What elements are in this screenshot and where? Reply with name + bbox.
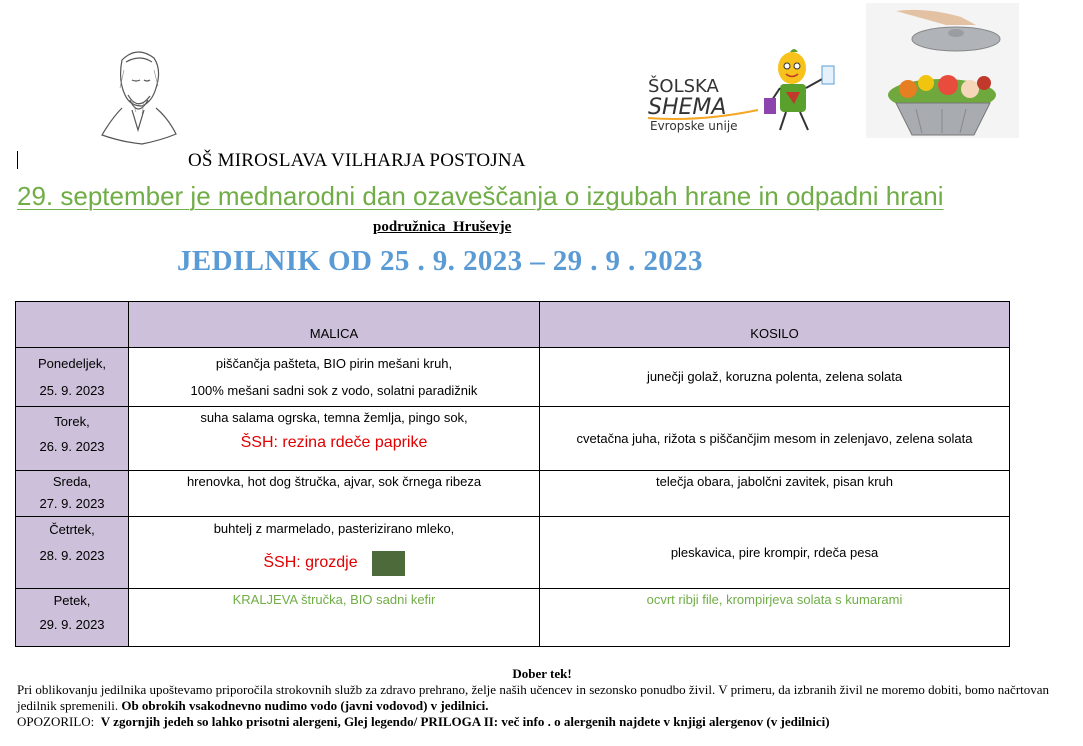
day-name: Ponedeljek, bbox=[38, 356, 106, 371]
school-name: OŠ MIROSLAVA VILHARJA POSTOJNA bbox=[188, 150, 526, 171]
table-header-row bbox=[16, 302, 1010, 348]
kosilo-cell: telečja obara, jabolčni zavitek, pisan kruh bbox=[540, 471, 1010, 517]
day-cell bbox=[16, 348, 129, 407]
malica-line: 100% mešani sadni sok z vodo, solatni paradižnik bbox=[190, 383, 478, 398]
note-water: Ob obrokih vsakodnevno nudimo vodo (javni vodovod) v jedilnici. bbox=[121, 698, 489, 713]
malica-line: hrenovka, hot dog štručka, ajvar, sok črnega ribeza bbox=[186, 474, 482, 489]
warning-text: V zgornjih jedeh so lahko prisotni alergeni, Glej legendo/ PRILOGA II: več info . o alergenih najdete v knjigi alergenov (v jedilnici) bbox=[100, 714, 830, 729]
day-cell bbox=[16, 471, 129, 517]
day-name: Torek, bbox=[54, 414, 90, 429]
table-row bbox=[16, 407, 1010, 471]
day-cell bbox=[16, 517, 129, 589]
kosilo-cell: cvetačna juha, rižota s piščančjim mesom in zelenjavo, zelena solata bbox=[540, 407, 1010, 471]
malica-cell bbox=[129, 471, 540, 517]
ssh-item: ŠSH: grozdje bbox=[263, 554, 358, 571]
footer bbox=[17, 666, 1067, 730]
table-row bbox=[16, 589, 1010, 647]
logo-text-line2: SHEMA bbox=[648, 95, 727, 120]
malica-line: suha salama ogrska, temna žemlja, pingo sok, bbox=[200, 410, 468, 425]
header-cell-kosilo: KOSILO bbox=[540, 302, 1010, 348]
menu-table bbox=[15, 301, 1010, 647]
malica-cell bbox=[129, 517, 540, 589]
allergen-warning bbox=[17, 714, 1067, 730]
malica-line: piščančja pašteta, BIO pirin mešani kruh, bbox=[215, 356, 453, 371]
day-cell bbox=[16, 407, 129, 471]
grapes-image bbox=[372, 551, 405, 576]
logo-text-line1: ŠOLSKA bbox=[648, 76, 719, 97]
kosilo-cell: ocvrt ribji file, krompirjeva solata s kumarami bbox=[540, 589, 1010, 647]
day-date: 27. 9. 2023 bbox=[39, 496, 105, 511]
note-text: Pri oblikovanju jedilnika upoštevamo priporočila strokovnih služb za zdravo prehrano, želje naših učencev in sezonsko ponudbo živil. V primeru, da izbranih živil ne moremo dobiti, bomo načrtovan jedilnik spremenili. bbox=[17, 682, 1050, 713]
header-cell-malica: MALICA bbox=[129, 302, 540, 348]
warning-label: OPOZORILO: bbox=[17, 714, 95, 729]
headline: 29. september je mednarodni dan ozaveščanja o izgubah hrane in odpadni hrani bbox=[17, 181, 944, 211]
food-waste-bin-image bbox=[866, 3, 1019, 138]
day-date: 25. 9. 2023 bbox=[39, 383, 105, 398]
portrait-sketch-image bbox=[92, 40, 184, 150]
malica-cell bbox=[129, 407, 540, 471]
greeting: Dober tek! bbox=[512, 666, 572, 681]
day-cell bbox=[16, 589, 129, 647]
table-row bbox=[16, 517, 1010, 589]
school-scheme-logo bbox=[640, 48, 862, 134]
header-cell-day bbox=[16, 302, 129, 348]
footer-note bbox=[17, 682, 1067, 714]
day-name: Sreda, bbox=[52, 474, 92, 489]
text-cursor bbox=[17, 151, 18, 169]
malica-line: KRALJEVA štručka, BIO sadni kefir bbox=[232, 592, 436, 607]
logo-text-line3: Evropske unije bbox=[650, 119, 738, 133]
day-date: 28. 9. 2023 bbox=[39, 548, 105, 563]
malica-cell bbox=[129, 348, 540, 407]
day-date: 29. 9. 2023 bbox=[39, 617, 105, 632]
day-name: Petek, bbox=[53, 593, 91, 608]
day-name: Četrtek, bbox=[49, 522, 95, 537]
malica-cell bbox=[129, 589, 540, 647]
ssh-item: ŠSH: rezina rdeče paprike bbox=[240, 434, 428, 451]
kosilo-cell: pleskavica, pire krompir, rdeča pesa bbox=[540, 517, 1010, 589]
branch-name: podružnica Hruševje bbox=[373, 219, 512, 235]
day-date: 26. 9. 2023 bbox=[39, 439, 105, 454]
table-row bbox=[16, 348, 1010, 407]
menu-title: JEDILNIK OD 25 . 9. 2023 – 29 . 9 . 2023 bbox=[177, 245, 703, 277]
malica-line: buhtelj z marmelado, pasterizirano mleko, bbox=[213, 521, 455, 536]
table-row bbox=[16, 471, 1010, 517]
kosilo-cell: junečji golaž, koruzna polenta, zelena solata bbox=[540, 348, 1010, 407]
